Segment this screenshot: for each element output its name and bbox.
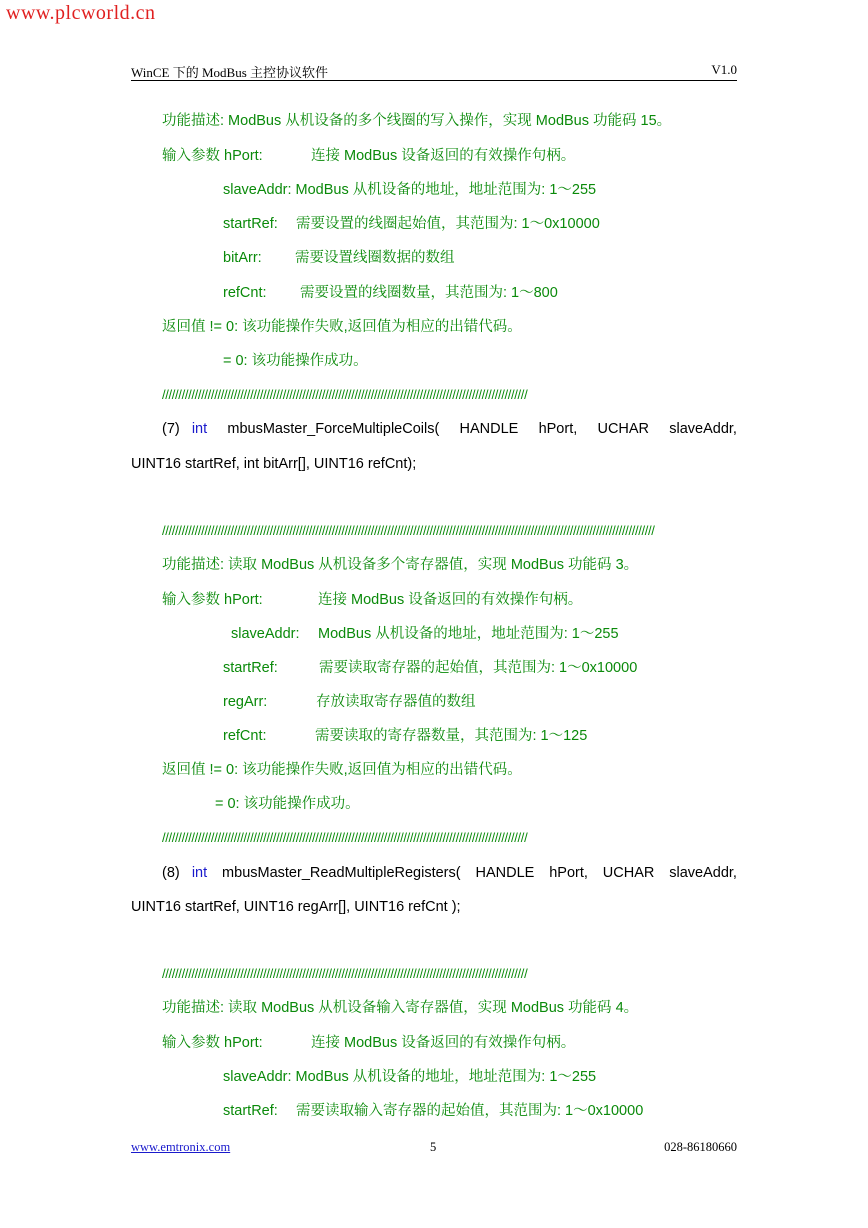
sec1-return-fail: 返回值 != 0: 该功能操作失败,返回值为相应的出错代码。: [162, 319, 522, 335]
sec1-return-ok: = 0: 该功能操作成功。: [223, 353, 368, 369]
footer-page-number: 5: [430, 1140, 437, 1154]
code-keyword: int: [191, 865, 208, 881]
sec1-param-slaveaddr: slaveAddr: ModBus 从机设备的地址，地址范围为: 1～255: [223, 182, 597, 198]
sec3-param-startref-text: 需要读取输入寄存器的起始值，其范围为: 1～0x10000: [296, 1103, 644, 1119]
code-token: hPort,: [538, 421, 578, 437]
sec1-param-bitarr-name: bitArr:: [223, 250, 262, 266]
sec3-param-startref-name: startRef:: [223, 1103, 278, 1119]
sec2-separator-2: ////////////////////////////////////////////////////////////////////////////////////////////////////////////////: [162, 830, 528, 845]
sec1-param-refcnt-text: 需要设置的线圈数量，其范围为: 1～800: [300, 285, 558, 301]
sec2-param-startref-text: 需要读取寄存器的起始值，其范围为: 1～0x10000: [319, 660, 638, 676]
code-token: HANDLE: [459, 421, 519, 437]
code-number: (8): [162, 865, 180, 881]
sec1-code-line2: UINT16 startRef, int bitArr[], UINT16 refCnt);: [131, 456, 417, 472]
sec1-separator: ////////////////////////////////////////////////////////////////////////////////////////////////////////////////: [162, 387, 528, 402]
sec3-desc: 功能描述: 读取 ModBus 从机设备输入寄存器值，实现 ModBus 功能码 4。: [162, 1000, 639, 1016]
footer-website-link[interactable]: www.emtronix.com: [131, 1140, 231, 1154]
sec1-param-startref-name: startRef:: [223, 216, 278, 232]
sec1-param-refcnt-name: refCnt:: [223, 285, 267, 301]
code-token: slaveAddr,: [669, 865, 737, 881]
watermark: www.plcworld.cn: [6, 2, 156, 24]
code-token: UCHAR: [597, 421, 650, 437]
sec2-param-refcnt-text: 需要读取的寄存器数量，其范围为: 1～125: [315, 728, 588, 744]
code-keyword: int: [191, 421, 208, 437]
sec1-desc: 功能描述: ModBus 从机设备的多个线圈的写入操作，实现 ModBus 功能码 15。: [162, 113, 672, 129]
footer-phone: 028-86180660: [664, 1140, 737, 1154]
sec2-code-line1: [162, 864, 737, 882]
sec3-input-text: 连接 ModBus 设备返回的有效操作句柄。: [311, 1035, 576, 1051]
sec1-input-text: 连接 ModBus 设备返回的有效操作句柄。: [311, 148, 576, 164]
sec2-param-slaveaddr-name: slaveAddr:: [231, 626, 300, 642]
code-number: (7): [162, 421, 180, 437]
page-header: [131, 62, 737, 81]
sec2-input-text: 连接 ModBus 设备返回的有效操作句柄。: [318, 592, 583, 608]
header-version: V1.0: [711, 62, 737, 77]
code-token: mbusMaster_ReadMultipleRegisters(: [222, 865, 461, 881]
sec2-separator: ///////////////////////////////////////////////////////////////////////////////////////////////////////////////////////////////////////////////////////: [162, 523, 655, 538]
code-token: HANDLE: [475, 865, 535, 881]
sec1-param-bitarr-text: 需要设置线圈数据的数组: [295, 250, 455, 266]
sec2-param-startref-name: startRef:: [223, 660, 278, 676]
sec1-param-startref-text: 需要设置的线圈起始值，其范围为: 1～0x10000: [296, 216, 600, 232]
sec3-separator: ////////////////////////////////////////////////////////////////////////////////////////////////////////////////: [162, 966, 528, 981]
sec2-desc: 功能描述: 读取 ModBus 从机设备多个寄存器值，实现 ModBus 功能码 3。: [162, 557, 639, 573]
sec1-code-line1: [162, 420, 737, 438]
code-token: slaveAddr,: [669, 421, 737, 437]
sec2-return-ok: = 0: 该功能操作成功。: [215, 796, 360, 812]
code-token: UCHAR: [602, 865, 655, 881]
code-token: hPort,: [549, 865, 588, 881]
sec2-param-refcnt-name: refCnt:: [223, 728, 267, 744]
sec3-input-label: 输入参数 hPort:: [162, 1035, 263, 1051]
sec2-param-regarr-name: regArr:: [223, 694, 268, 710]
header-title: WinCE 下的 ModBus 主控协议软件: [131, 65, 329, 80]
sec1-input-label: 输入参数 hPort:: [162, 148, 263, 164]
sec2-code-line2: UINT16 startRef, UINT16 regArr[], UINT16 refCnt );: [131, 899, 461, 915]
sec2-input-label: 输入参数 hPort:: [162, 592, 263, 608]
code-token: mbusMaster_ForceMultipleCoils(: [227, 421, 440, 437]
sec2-param-slaveaddr-text: ModBus 从机设备的地址，地址范围为: 1～255: [318, 626, 619, 642]
sec2-param-regarr-text: 存放读取寄存器值的数组: [316, 694, 476, 710]
sec3-param-slaveaddr: slaveAddr: ModBus 从机设备的地址，地址范围为: 1～255: [223, 1069, 597, 1085]
sec2-return-fail: 返回值 != 0: 该功能操作失败,返回值为相应的出错代码。: [162, 762, 522, 778]
